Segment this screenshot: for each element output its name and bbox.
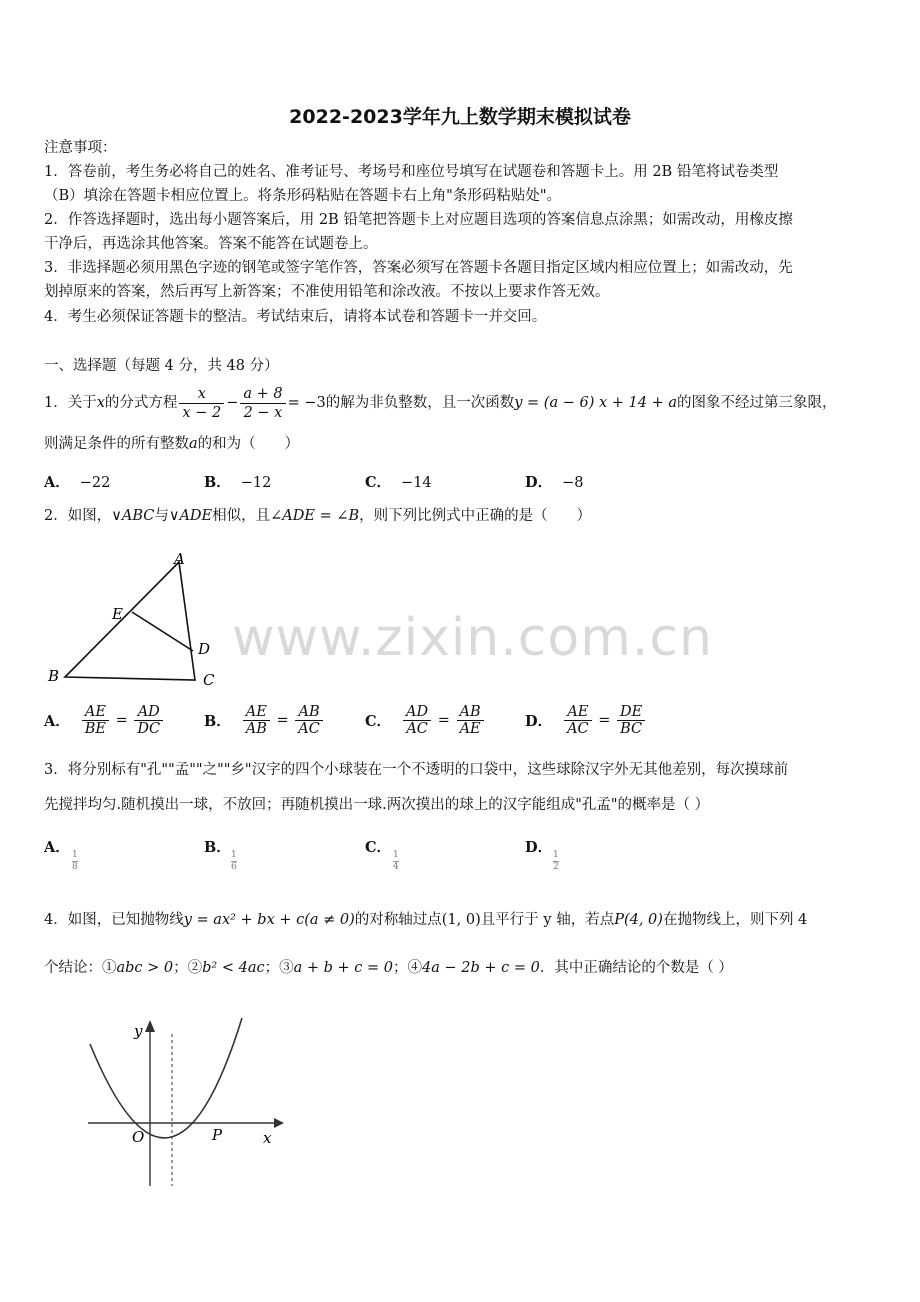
label-b: B (48, 667, 60, 685)
q4-conclusion: b² < 4ac (202, 960, 265, 976)
q1-text: 的和为（ ） (197, 436, 300, 452)
notice-line: 2．作答选择题时，选出每小题答案后，用 2B 铅笔把答题卡上对应题目选项的答案信息点涂黑；如需改动，用橡皮擦 (44, 212, 793, 228)
option-a[interactable]: A． $\frac{AE}{BE}$ = $\frac{AD}{DC}$ (44, 704, 165, 737)
option-label: D． (525, 839, 553, 856)
q1-minus: − (226, 395, 239, 411)
fraction-numerator: AB (457, 704, 484, 721)
label-origin: O (132, 1128, 145, 1146)
option-label: A． (44, 713, 70, 730)
q1-equals: = −3 (287, 395, 326, 411)
option-fraction (617, 704, 645, 737)
option-b[interactable]: B． $\frac{AE}{AB}$ = $\frac{AB}{AC}$ (204, 704, 325, 737)
fraction-denominator: 2 (553, 862, 559, 872)
notice-line: 4．考生必须保证答题卡的整洁。考试结束后，请将本试卷和答题卡一并交回。 (44, 309, 547, 325)
notice-line: （B）填涂在答题卡相应位置上。将条形码粘贴在答题卡右上角"条形码粘贴处"。 (44, 188, 561, 204)
option-fraction (553, 850, 559, 873)
fraction-denominator: DC (137, 721, 161, 737)
section-heading: 一、选择题（每题 4 分，共 48 分） (44, 358, 279, 374)
fraction-denominator: BE (84, 721, 107, 737)
option-fraction (393, 850, 399, 873)
q4-text: 4．如图，已知抛物线 (44, 912, 184, 928)
question-4 (44, 910, 807, 930)
q4-text: 个结论：① (44, 960, 117, 976)
question-3: 3．将分别标有"孔""孟""之""乡"汉字的四个小球装在一个不透明的口袋中，这些球除汉字外无其他差别，每次摸球前 (44, 762, 789, 778)
fraction-denominator: 6 (231, 862, 237, 872)
parabola-curve (90, 1018, 242, 1138)
fraction-numerator: AE (82, 704, 109, 721)
q4-text: 的对称轴过点 (354, 912, 442, 928)
label-y: y (134, 1022, 143, 1040)
q1-text: 的图象不经过第三象限， (676, 395, 837, 411)
option-label: B． (204, 713, 231, 730)
label-e: E (112, 605, 123, 623)
fraction-numerator: 1 (231, 850, 237, 860)
option-fraction (295, 704, 323, 737)
q1-var: x (96, 395, 105, 411)
q4-conclusion: 4a − 2b + c = 0 (422, 960, 540, 976)
q2-triangle: ∨ABC (111, 508, 155, 524)
watermark: www.zixin.com.cn (232, 608, 713, 668)
option-a[interactable] (44, 471, 110, 492)
fraction-denominator: AB (245, 721, 267, 737)
segment-ed (132, 612, 193, 651)
fraction-denominator: x − 2 (182, 404, 222, 421)
fraction-denominator: 4 (393, 862, 399, 872)
fraction-numerator: a + 8 (240, 385, 285, 404)
option-fraction (134, 704, 163, 737)
triangle-figure (40, 546, 230, 696)
fraction-numerator: 1 (393, 850, 399, 860)
option-label: D． (525, 713, 553, 730)
option-label: C． (365, 839, 392, 856)
fraction-numerator: DE (617, 704, 645, 721)
q4-point: (1, 0) (441, 912, 481, 928)
notice-line: 3．非选择题必须用黑色字迹的钢笔或签字笔作答，答案必须写在答题卡各题目指定区域内相应位置上；如需改动，先 (44, 260, 793, 276)
q2-text: 相似，且 (212, 508, 271, 524)
label-a: A (174, 550, 185, 568)
option-label: D． (525, 474, 553, 491)
label-c: C (203, 671, 215, 689)
fraction-denominator: AC (567, 721, 589, 737)
q1-function: y = (a − 6) x + 14 + a (514, 395, 677, 411)
question-1-line2 (44, 434, 299, 454)
q4-conclusion: abc > 0 (116, 960, 174, 976)
q4-text: ．其中正确结论的个数是（ ） (539, 960, 733, 976)
q1-fraction (179, 385, 224, 422)
label-x: x (263, 1129, 272, 1147)
q2-triangle: ∨ADE (168, 508, 213, 524)
q1-fraction (240, 385, 285, 422)
notice-line: 划掉原来的答案，然后再写上新答案；不准使用铅笔和涂改液。不按以上要求作答无效。 (44, 284, 610, 300)
notice-line: 干净后，再选涂其他答案。答案不能答在试题卷上。 (44, 236, 378, 252)
fraction-denominator: AE (459, 721, 481, 737)
option-text: −8 (562, 475, 584, 491)
fraction-denominator: AC (406, 721, 428, 737)
question-4-line2 (44, 958, 733, 978)
option-label: B． (204, 474, 231, 491)
option-label: B． (204, 839, 231, 856)
option-label: A． (44, 839, 70, 856)
fraction-numerator: 1 (553, 850, 559, 860)
q1-var: a (189, 436, 198, 452)
triangle-abc (65, 562, 195, 680)
fraction-numerator: x (179, 385, 224, 404)
fraction-numerator: AB (295, 704, 323, 721)
option-fraction (243, 704, 270, 737)
option-fraction (231, 850, 237, 873)
notice-line: 1．答卷前，考生务必将自己的姓名、准考证号、考场号和座位号填写在试题卷和答题卡上。用 2B 铅笔将试卷类型 (44, 164, 779, 180)
fraction-numerator: AE (243, 704, 270, 721)
q4-text: ；③ (264, 960, 294, 976)
q1-text: 的解为非负整数，且一次函数 (325, 395, 515, 411)
option-d[interactable] (525, 471, 583, 492)
fraction-denominator: BC (620, 721, 643, 737)
fraction-numerator: AD (403, 704, 431, 721)
option-fraction (82, 704, 109, 737)
x-axis-arrow-icon (274, 1118, 284, 1128)
q4-point: P(4, 0) (614, 912, 663, 928)
q2-angle: ∠ADE = ∠B (270, 508, 360, 524)
q4-conclusion: a + b + c = 0 (293, 960, 393, 976)
notice-heading: 注意事项： (44, 140, 117, 156)
q4-text: ；④ (393, 960, 422, 976)
option-b[interactable] (204, 471, 271, 492)
question-3-line2: 先搅拌均匀.随机摸出一球，不放回；再随机摸出一球.两次摸出的球上的汉字能组成"孔孟"的概率是（ ） (44, 797, 710, 813)
fraction-numerator: 1 (72, 850, 78, 860)
fraction-denominator: 8 (72, 862, 78, 872)
q4-text: ；② (173, 960, 203, 976)
option-c[interactable]: C． $\frac{AD}{AC}$ = $\frac{AB}{AE}$ (365, 704, 486, 737)
q4-equation: y = ax² + bx + c(a ≠ 0) (183, 912, 355, 928)
q1-text: 1．关于 (44, 395, 97, 411)
label-d: D (198, 640, 211, 658)
q4-text: 且平行于 y 轴，若点 (480, 912, 615, 928)
label-p: P (212, 1126, 223, 1144)
fraction-denominator: AC (298, 721, 320, 737)
q1-text: 的分式方程 (104, 395, 178, 411)
option-fraction (72, 850, 78, 873)
option-c[interactable] (365, 471, 432, 492)
fraction-denominator: 2 − x (243, 404, 283, 421)
q2-text: 2．如图， (44, 508, 112, 524)
y-axis-arrow-icon (145, 1020, 155, 1032)
q2-text: 与 (154, 508, 169, 524)
option-text: −14 (401, 475, 432, 491)
fraction-numerator: AE (564, 704, 592, 721)
q1-text: 则满足条件的所有整数 (44, 436, 189, 452)
option-fraction (457, 704, 484, 737)
option-text: −22 (79, 475, 111, 491)
option-label: A． (44, 474, 70, 491)
option-label: C． (365, 713, 392, 730)
option-label: C． (365, 474, 392, 491)
question-2 (44, 506, 591, 526)
question-1 (44, 384, 836, 422)
page-title: 2022-2023学年九上数学期末模拟试卷 (289, 106, 631, 128)
parabola-figure (82, 1014, 292, 1194)
option-fraction (403, 704, 431, 737)
option-fraction (564, 704, 592, 737)
option-d[interactable]: D． $\frac{AE}{AC}$ = $\frac{DE}{BC}$ (525, 704, 647, 737)
q4-text: 在抛物线上，则下列 4 (662, 912, 808, 928)
option-text: −12 (240, 475, 272, 491)
fraction-numerator: AD (134, 704, 163, 721)
q2-text: ，则下列比例式中正确的是（ ） (359, 508, 592, 524)
